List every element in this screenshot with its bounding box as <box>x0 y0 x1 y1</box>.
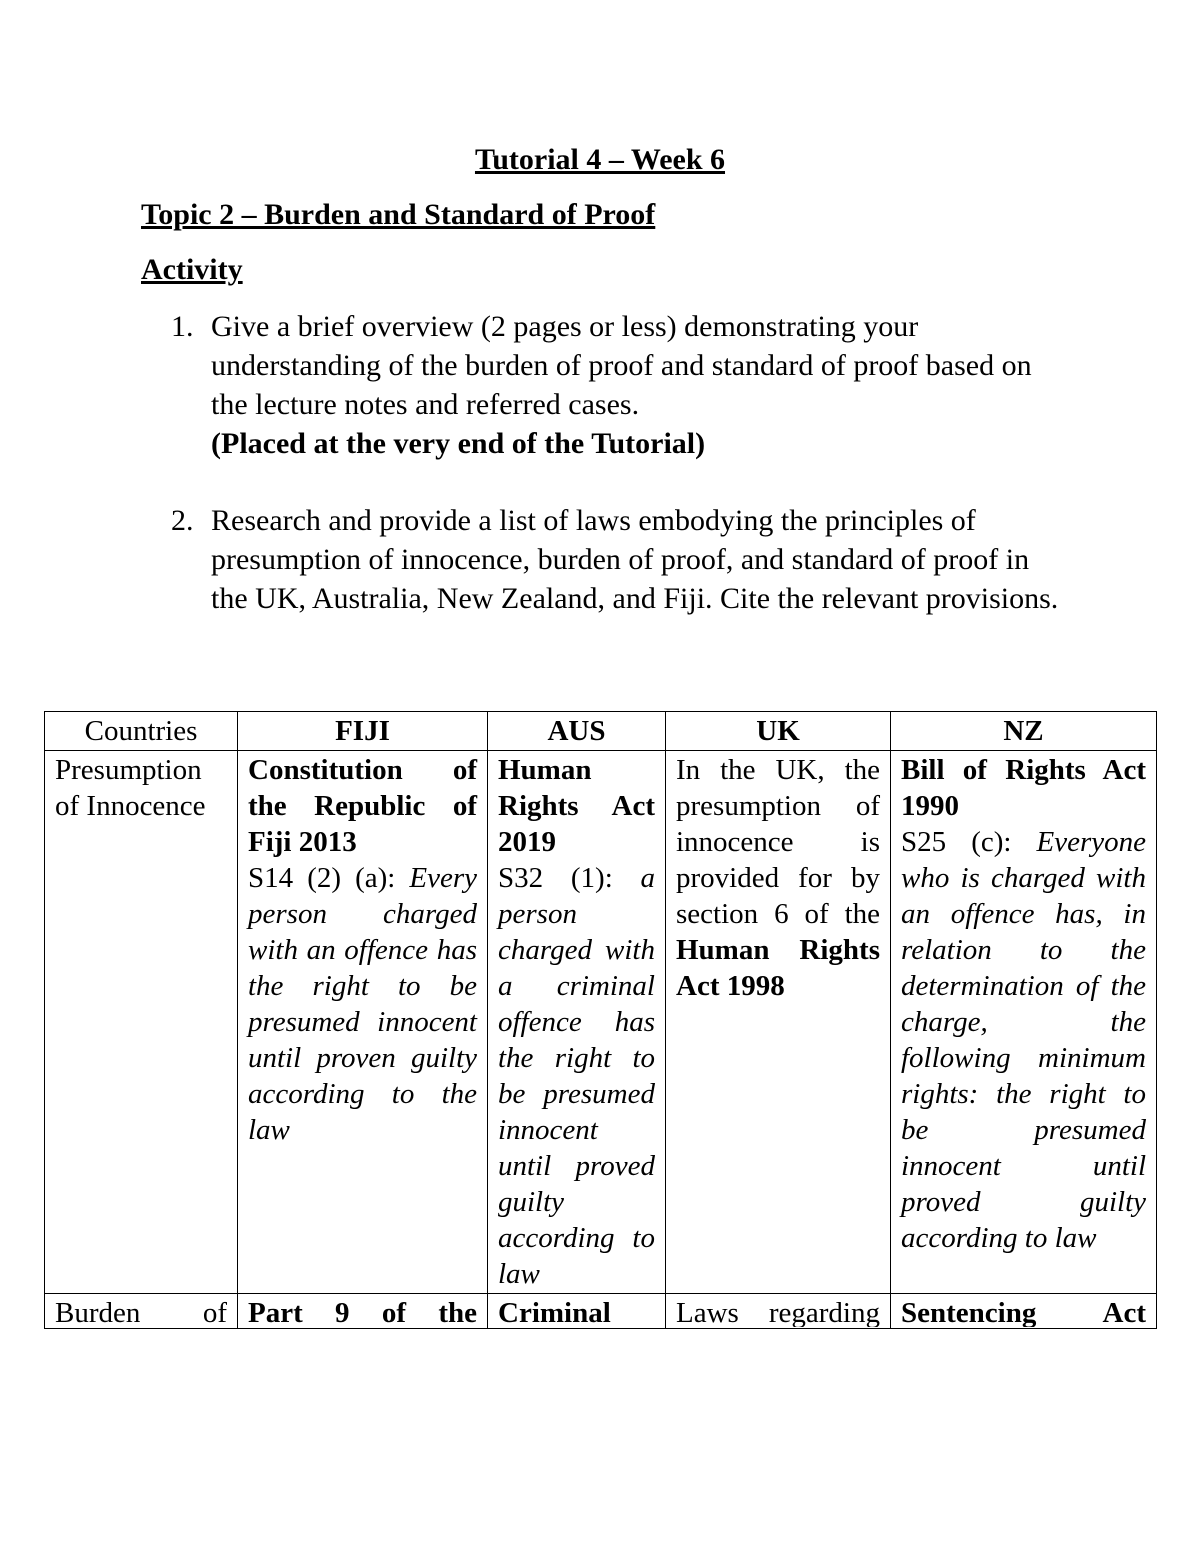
document-title: Tutorial 4 – Week 6 <box>474 143 726 176</box>
cell-fiji <box>238 1294 488 1329</box>
nz-section: S25 (c): <box>901 826 1012 858</box>
header-fiji: FIJI <box>238 712 488 751</box>
fiji-act: Constitution of the Republic of Fiji 2013 <box>248 754 477 858</box>
row-label-burden <box>45 1294 238 1329</box>
cell-uk <box>666 1294 891 1329</box>
cell-nz <box>891 751 1157 1294</box>
activity-heading: Activity <box>141 253 243 286</box>
question-note: (Placed at the very end of the Tutorial) <box>211 427 706 460</box>
table-header-row <box>45 712 1157 751</box>
header-uk: UK <box>666 712 891 751</box>
uk-text: In the UK, the presumption of innocence is provided for by section 6 of the <box>676 754 880 930</box>
cell-fiji <box>238 751 488 1294</box>
question-number: 1. <box>171 310 194 343</box>
laws-table <box>44 711 1157 1329</box>
burden-label: Burden of <box>55 1297 227 1327</box>
question-text: Research and provide a list of laws embodying the principles of presumption of innocence, burden of proof, and standard of proof in the UK, Australia, New Zealand, and Fiji. Cite the relevant provisions. <box>211 504 1059 615</box>
cell-aus <box>488 1294 666 1329</box>
aus-section: S32 (1): <box>498 862 613 894</box>
question-text: Give a brief overview (2 pages or less) demonstrating your understanding of the burden of proof and standard of proof based on the lecture notes and referred cases. <box>211 310 1032 421</box>
row-label-presumption: Presumption of Innocence <box>45 751 238 1294</box>
nz-burden: Sentencing Act <box>901 1297 1146 1327</box>
header-aus: AUS <box>488 712 666 751</box>
aus-text: a person charged with a criminal offence has the right to be presumed innocent until proved guilty according to law <box>498 862 655 1290</box>
question-number: 2. <box>171 504 194 537</box>
nz-text: Everyone who is charged with an offence has, in relation to the determination of the charge, the following minimum rights: the right to be presumed innocent until proved guilty according to law <box>901 826 1146 1254</box>
cell-uk <box>666 751 891 1294</box>
uk-burden: Laws regarding <box>676 1297 880 1327</box>
question-1 <box>171 307 1071 463</box>
topic-heading: Topic 2 – Burden and Standard of Proof <box>141 198 656 231</box>
aus-burden: Criminal <box>498 1297 611 1327</box>
question-2 <box>171 501 1071 618</box>
header-nz: NZ <box>891 712 1157 751</box>
fiji-section: S14 (2) (a): <box>248 862 396 894</box>
aus-act: Human Rights Act 2019 <box>498 754 655 858</box>
table-row <box>45 751 1157 1294</box>
uk-act: Human Rights Act 1998 <box>676 934 880 1002</box>
fiji-burden: Part 9 of the <box>248 1297 477 1327</box>
header-countries: Countries <box>45 712 238 751</box>
table-row <box>45 1294 1157 1329</box>
fiji-text: Every person charged with an offence has the right to be presumed innocent until proven guilty according to the law <box>248 862 477 1146</box>
nz-act: Bill of Rights Act 1990 <box>901 754 1146 822</box>
cell-nz <box>891 1294 1157 1329</box>
cell-aus <box>488 751 666 1294</box>
